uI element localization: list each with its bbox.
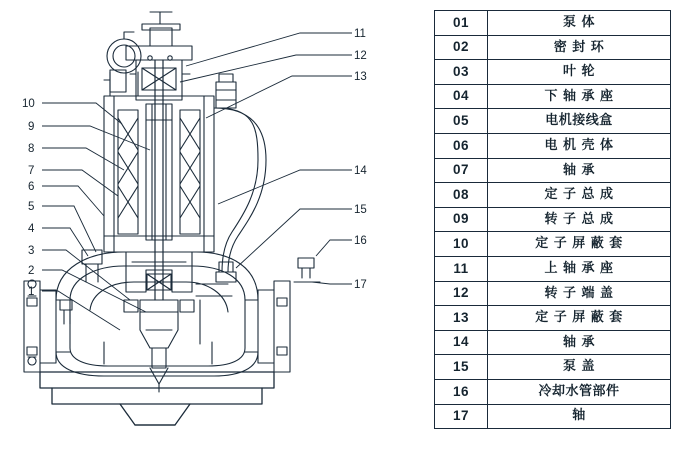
parts-list-table xyxy=(434,10,671,429)
part-number-cell: 01 xyxy=(435,11,488,36)
part-number-cell: 08 xyxy=(435,183,488,208)
part-name-cell: 转 子 端 盖 xyxy=(488,281,671,306)
part-number-cell: 14 xyxy=(435,330,488,355)
part-name-cell: 电机接线盒 xyxy=(488,109,671,134)
table-row xyxy=(435,232,671,257)
part-name-cell: 泵 盖 xyxy=(488,355,671,380)
table-row xyxy=(435,281,671,306)
upper-bearing-housing xyxy=(130,56,190,100)
part-name-cell: 定 子 屏 蔽 套 xyxy=(488,306,671,331)
callout-1: 1 xyxy=(28,286,35,298)
callout-2: 2 xyxy=(28,265,35,277)
part-name-cell: 定 子 屏 蔽 套 xyxy=(488,232,671,257)
part-number-cell: 15 xyxy=(435,355,488,380)
table-row xyxy=(435,379,671,404)
cooling-water-pipe xyxy=(214,74,266,282)
table-row xyxy=(435,133,671,158)
part-number-cell: 04 xyxy=(435,84,488,109)
part-number-cell: 12 xyxy=(435,281,488,306)
callout-8: 8 xyxy=(28,143,35,155)
callout-16: 16 xyxy=(354,235,367,247)
impeller xyxy=(140,300,178,392)
cooling-bolt xyxy=(294,258,320,282)
part-number-cell: 02 xyxy=(435,35,488,60)
discharge-flange xyxy=(245,281,290,372)
callout-5: 5 xyxy=(28,201,35,213)
stator-assembly xyxy=(118,110,200,234)
parts-list-body xyxy=(435,11,671,429)
part-number-cell: 13 xyxy=(435,306,488,331)
callout-7: 7 xyxy=(28,165,35,177)
callout-4: 4 xyxy=(28,223,35,235)
part-number-cell: 11 xyxy=(435,256,488,281)
table-row xyxy=(435,84,671,109)
table-row xyxy=(435,404,671,429)
table-row xyxy=(435,330,671,355)
table-row xyxy=(435,35,671,60)
callout-14: 14 xyxy=(354,165,367,177)
part-name-cell: 轴 xyxy=(488,404,671,429)
part-name-cell: 上 轴 承 座 xyxy=(488,256,671,281)
table-row xyxy=(435,60,671,85)
motor-shell xyxy=(104,96,214,252)
table-row xyxy=(435,355,671,380)
part-name-cell: 冷却水管部件 xyxy=(488,379,671,404)
part-number-cell: 05 xyxy=(435,109,488,134)
part-name-cell: 定 子 总 成 xyxy=(488,183,671,208)
callout-13: 13 xyxy=(354,71,367,83)
table-row xyxy=(435,306,671,331)
callout-labels xyxy=(22,28,367,298)
callout-15: 15 xyxy=(354,204,367,216)
part-name-cell: 轴 承 xyxy=(488,330,671,355)
part-name-cell: 电 机 壳 体 xyxy=(488,133,671,158)
table-row xyxy=(435,158,671,183)
part-number-cell: 03 xyxy=(435,60,488,85)
table-row xyxy=(435,11,671,36)
callout-6: 6 xyxy=(28,181,35,193)
part-number-cell: 16 xyxy=(435,379,488,404)
motor-top-cover xyxy=(104,12,192,92)
table-row xyxy=(435,183,671,208)
callout-12: 12 xyxy=(354,50,367,62)
part-number-cell: 06 xyxy=(435,133,488,158)
callout-10: 10 xyxy=(22,98,35,110)
part-name-cell: 转 子 总 成 xyxy=(488,207,671,232)
callout-9: 9 xyxy=(28,121,35,133)
callout-3: 3 xyxy=(28,245,35,257)
callout-17: 17 xyxy=(354,279,367,291)
part-name-cell: 泵 体 xyxy=(488,11,671,36)
part-number-cell: 07 xyxy=(435,158,488,183)
table-row xyxy=(435,109,671,134)
part-name-cell: 下 轴 承 座 xyxy=(488,84,671,109)
part-number-cell: 09 xyxy=(435,207,488,232)
table-row xyxy=(435,256,671,281)
lower-bearing-housing xyxy=(126,252,192,292)
rotor-assembly xyxy=(146,104,172,240)
callout-11: 11 xyxy=(354,28,366,40)
pump-cover xyxy=(196,284,232,344)
part-name-cell: 密 封 环 xyxy=(488,35,671,60)
part-name-cell: 轴 承 xyxy=(488,158,671,183)
table-row xyxy=(435,207,671,232)
part-name-cell: 叶 轮 xyxy=(488,60,671,85)
part-number-cell: 10 xyxy=(435,232,488,257)
part-number-cell: 17 xyxy=(435,404,488,429)
